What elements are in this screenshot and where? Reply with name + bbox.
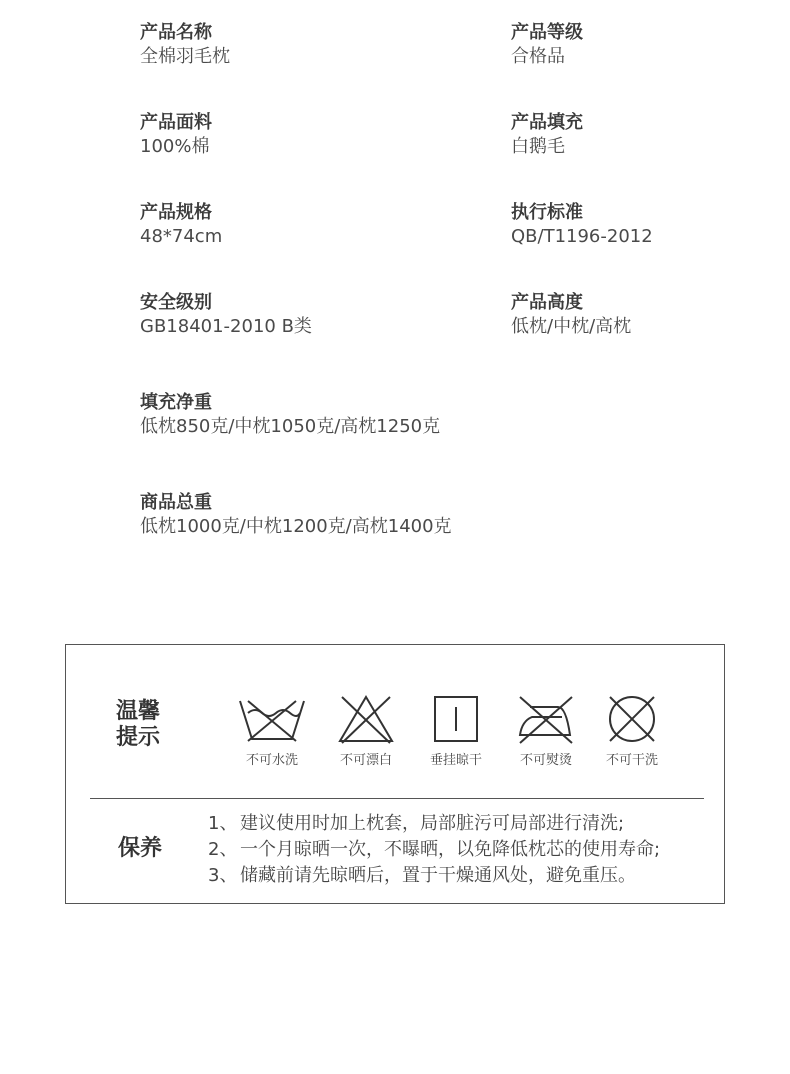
icon-label: 不可干洗 — [605, 753, 658, 768]
spec-filling — [511, 111, 583, 159]
maintenance-list — [208, 811, 660, 889]
spec-value: 全棉羽毛枕 — [140, 46, 230, 67]
spec-value: 100%棉 — [140, 136, 210, 157]
item-text: 一个月晾晒一次，不曝晒，以免降低枕芯的使用寿命; — [240, 839, 661, 860]
spec-label: 产品面料 — [140, 112, 212, 133]
spec-value: 48*74cm — [140, 226, 223, 247]
maintenance-item — [208, 863, 660, 889]
tips-title — [116, 699, 160, 751]
spec-height — [511, 291, 631, 339]
spec-label: 产品等级 — [511, 22, 583, 43]
no-iron-icon — [514, 693, 578, 745]
care-icon-hang-dry — [416, 693, 496, 768]
icon-label: 不可漂白 — [339, 753, 392, 768]
care-icon-no-iron — [506, 693, 586, 768]
spec-product-grade — [511, 21, 583, 69]
icon-label: 不可水洗 — [245, 753, 298, 768]
maintenance-item — [208, 811, 660, 837]
no-washing-icon — [236, 693, 308, 745]
spec-label: 产品规格 — [140, 202, 212, 223]
spec-label: 商品总重 — [140, 492, 212, 513]
item-number: 1、 — [208, 813, 238, 834]
no-dry-clean-icon — [602, 693, 662, 745]
spec-safety-level — [140, 291, 312, 339]
spec-label: 填充净重 — [140, 392, 212, 413]
spec-label: 产品名称 — [140, 22, 212, 43]
spec-label: 产品填充 — [511, 112, 583, 133]
care-icon-no-wash — [232, 693, 312, 768]
maintenance-title: 保养 — [118, 836, 163, 861]
spec-net-weight — [140, 391, 440, 439]
divider — [90, 798, 704, 799]
spec-value: 白鹅毛 — [511, 136, 565, 157]
hang-dry-icon — [431, 693, 481, 745]
item-number: 2、 — [208, 839, 238, 860]
spec-gross-weight — [140, 491, 452, 539]
spec-label: 安全级别 — [140, 292, 212, 313]
spec-size — [140, 201, 222, 249]
spec-standard — [511, 201, 653, 249]
spec-value: GB18401-2010 B类 — [140, 316, 312, 337]
maintenance-item — [208, 837, 660, 863]
spec-fabric — [140, 111, 212, 159]
spec-product-name — [140, 21, 230, 69]
spec-value: 低枕850克/中枕1050克/高枕1250克 — [140, 416, 441, 437]
item-text: 建议使用时加上枕套，局部脏污可局部进行清洗; — [240, 813, 625, 834]
spec-value: 低枕1000克/中枕1200克/高枕1400克 — [140, 516, 452, 537]
spec-value: QB/T1196-2012 — [511, 226, 653, 247]
item-text: 储藏前请先晾晒后，置于干燥通风处，避免重压。 — [240, 865, 636, 886]
tips-title-line: 温馨 — [116, 699, 161, 724]
icon-label: 不可熨烫 — [519, 753, 572, 768]
icon-label: 垂挂晾干 — [429, 753, 482, 768]
care-instructions-box — [65, 644, 725, 904]
spec-label: 产品高度 — [511, 292, 583, 313]
no-bleach-icon — [336, 693, 396, 745]
spec-value: 合格品 — [511, 46, 565, 67]
item-number: 3、 — [208, 865, 238, 886]
spec-label: 执行标准 — [511, 202, 583, 223]
tips-title-line: 提示 — [116, 725, 161, 750]
spec-value: 低枕/中枕/高枕 — [511, 316, 632, 337]
care-icon-no-dry-clean — [592, 693, 672, 768]
care-icon-no-bleach — [326, 693, 406, 768]
